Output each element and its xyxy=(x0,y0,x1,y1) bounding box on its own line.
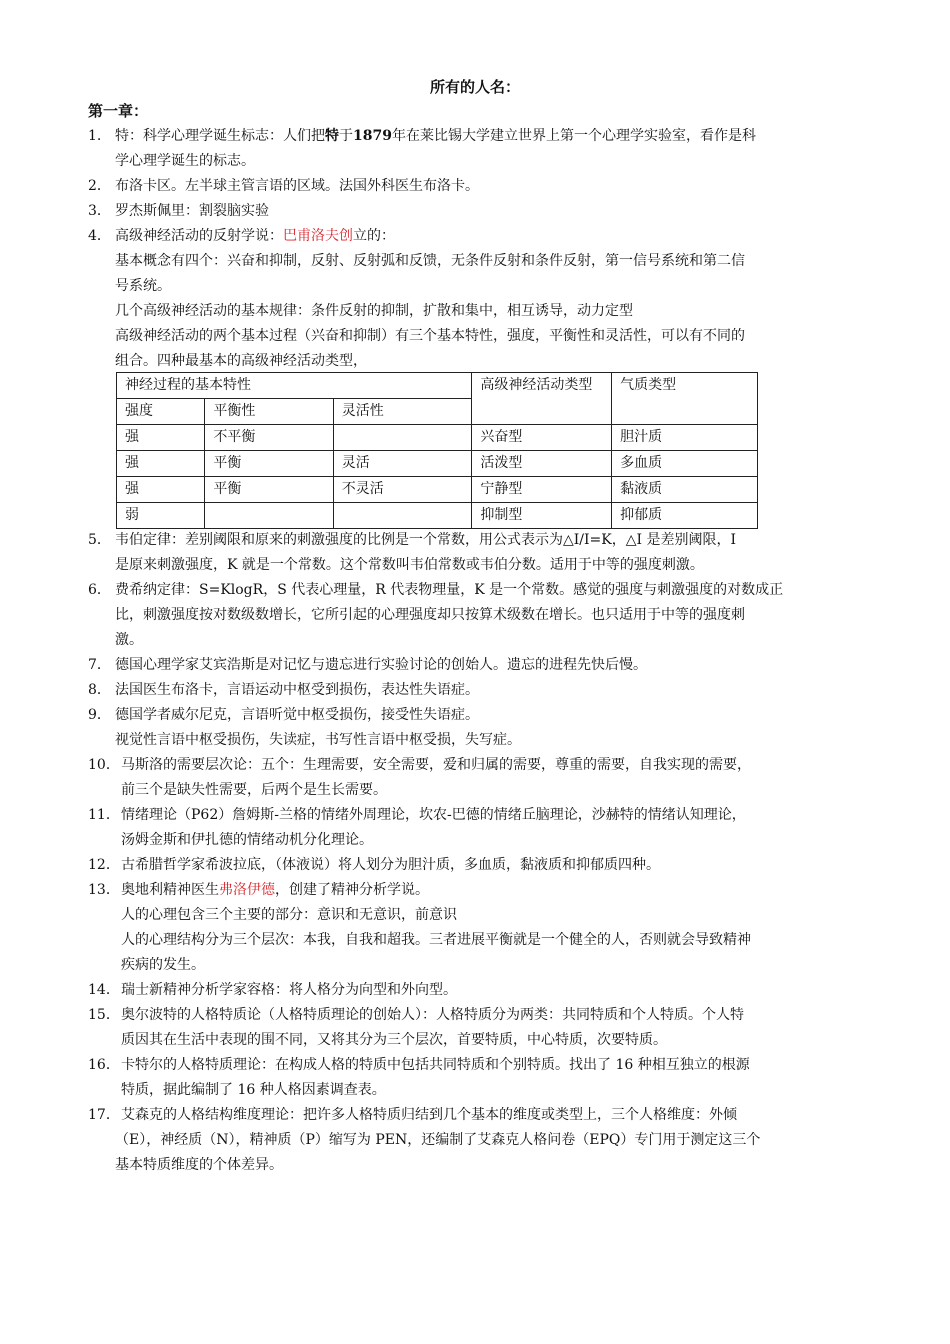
table-group-header: 神经过程的基本特性 xyxy=(117,373,472,399)
list-item-continuation: 比，刺激强度按对数级数增长，它所引起的心理强度却只按算术级数在增长。也只适用于中等的强度刺 xyxy=(115,607,745,623)
list-item-continuation: 是原来刺激强度，K 就是一个常数。这个常数叫韦伯常数或韦伯分数。适用于中等的强度刺激。 xyxy=(115,557,704,573)
list-item-continuation: 质因其在生活中表现的围不同，又将其分为三个层次，首要特质，中心特质，次要特质。 xyxy=(121,1032,667,1048)
list-item-continuation: 汤姆金斯和伊扎德的情绪动机分化理论。 xyxy=(121,832,373,848)
list-item: 10．马斯洛的需要层次论：五个：生理需要，安全需要，爱和归属的需要，尊重的需要，自我实现的需要， xyxy=(88,757,751,773)
table-header-temperament: 气质类型 xyxy=(612,373,758,425)
list-item-sub: 号系统。 xyxy=(115,278,171,294)
list-item-sub: 基本概念有四个：兴奋和抑制，反射、反射弧和反馈，无条件反射和条件反射，第一信号系统和第二信 xyxy=(115,253,745,269)
list-item: 9． 德国学者威尔尼克，言语听觉中枢受损伤，接受性失语症。 xyxy=(88,707,479,723)
list-item-continuation: 前三个是缺失性需要，后两个是生长需要。 xyxy=(121,782,387,798)
list-item-sub: 高级神经活动的两个基本过程（兴奋和抑制）有三个基本特性，强度，平衡性和灵活性，可以有不同的 xyxy=(115,328,745,344)
list-item-sub: 人的心理结构分为三个层次：本我，自我和超我。三者进展平衡就是一个健全的人，否则就会导致精神 xyxy=(121,932,751,948)
list-item-continuation: 激。 xyxy=(115,632,143,648)
list-item: 6． 费希纳定律：S=KlogR，S 代表心理量，R 代表物理量，K 是一个常数。感觉的强度与刺激强度的对数成正 xyxy=(88,582,784,598)
list-item: 11．情绪理论（P62）詹姆斯-兰格的情绪外周理论，坎农-巴德的情绪丘脑理论，沙赫特的情绪认知理论， xyxy=(88,807,746,823)
list-item-sub: 几个高级神经活动的基本规律：条件反射的抑制，扩散和集中，相互诱导，动力定型 xyxy=(115,303,633,319)
nervous-activity-table xyxy=(116,372,758,529)
list-item: 12．古希腊哲学家希波拉底，（体液说）将人划分为胆汁质，多血质，黏液质和抑郁质四种。 xyxy=(88,857,660,873)
list-item: 8． 法国医生布洛卡，言语运动中枢受到损伤，表达性失语症。 xyxy=(88,682,479,698)
list-item-continuation: 特质，据此编制了 16 种人格因素调查表。 xyxy=(121,1082,386,1098)
list-item-continuation: 视觉性言语中枢受损伤，失读症，书写性言语中枢受损，失写症。 xyxy=(115,732,521,748)
item-number: 1. xyxy=(88,128,102,144)
table-row: 强 不平衡 兴奋型 胆汁质 xyxy=(117,425,758,451)
list-item: 4． 高级神经活动的反射学说：巴甫洛夫创立的： xyxy=(88,228,395,244)
page-title: 所有的人名： xyxy=(429,78,520,96)
list-item: 2． 布洛卡区。左半球主管言语的区域。法国外科医生布洛卡。 xyxy=(88,178,479,194)
table-subheader: 平衡性 xyxy=(205,399,333,425)
list-item-sub: 组合。四种最基本的高级神经活动类型， xyxy=(115,353,367,369)
table-row: 强 平衡 灵活 活泼型 多血质 xyxy=(117,451,758,477)
list-item: 16．卡特尔的人格特质理论：在构成人格的特质中包括共同特质和个别特质。找出了 16 种相互独立的根源 xyxy=(88,1057,750,1073)
highlighted-name: 巴甫洛夫创 xyxy=(283,228,353,244)
list-item-continuation: （E），神经质（N），精神质（P）缩写为 PEN，还编制了艾森克人格问卷（EPQ）专门用于测定这三个 xyxy=(115,1132,761,1148)
list-item: 1. 特：科学心理学诞生标志：人们把特于1879年在莱比锡大学建立世界上第一个心理学实验室，看作是科 xyxy=(88,128,756,144)
list-item: 13．奥地利精神医生弗洛伊德，创建了精神分析学说。 xyxy=(88,882,429,898)
table-row: 弱 抑制型 抑郁质 xyxy=(117,503,758,529)
list-item: 14．瑞士新精神分析学家容格：将人格分为向型和外向型。 xyxy=(88,982,457,998)
table-subheader: 强度 xyxy=(117,399,205,425)
list-item: 5． 韦伯定律：差别阈限和原来的刺激强度的比例是一个常数，用公式表示为△I/I=K，△I 是差别阈限，I xyxy=(88,532,737,548)
list-item: 15．奥尔波特的人格特质论（人格特质理论的创始人）：人格特质分为两类：共同特质和个人特质。个人特 xyxy=(88,1007,744,1023)
list-item-sub: 人的心理包含三个主要的部分：意识和无意识，前意识 xyxy=(121,907,457,923)
list-item-continuation: 基本特质维度的个体差异。 xyxy=(115,1157,283,1173)
list-item-continuation: 学心理学诞生的标志。 xyxy=(115,153,255,169)
list-item-sub: 疾病的发生。 xyxy=(121,957,205,973)
table-row: 强 平衡 不灵活 宁静型 黏液质 xyxy=(117,477,758,503)
chapter-heading: 第一章： xyxy=(88,102,149,120)
list-item: 17．艾森克的人格结构维度理论：把许多人格特质归结到几个基本的维度或类型上，三个人格维度：外倾 xyxy=(88,1107,737,1123)
table-header-type: 高级神经活动类型 xyxy=(472,373,612,425)
table-subheader: 灵活性 xyxy=(333,399,472,425)
list-item: 3． 罗杰斯佩里：割裂脑实验 xyxy=(88,203,269,219)
highlighted-name: 弗洛伊德 xyxy=(219,882,275,898)
list-item: 7． 德国心理学家艾宾浩斯是对记忆与遗忘进行实验讨论的创始人。遗忘的进程先快后慢。 xyxy=(88,657,647,673)
